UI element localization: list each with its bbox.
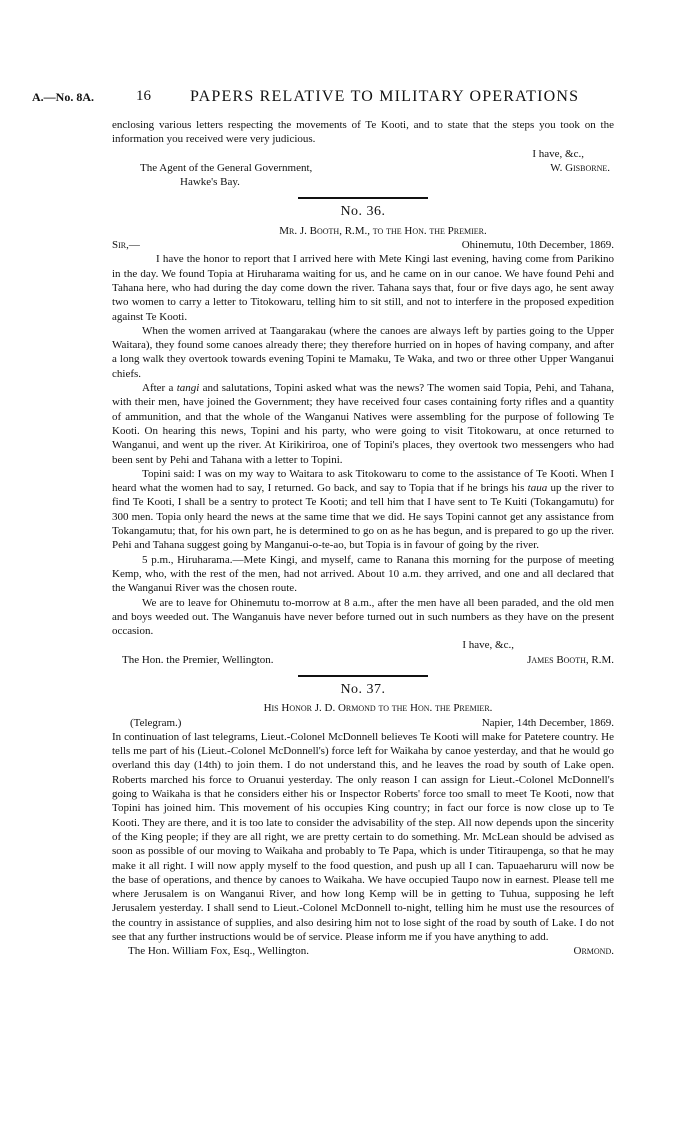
document-reference: A.—No. 8A. xyxy=(32,90,94,104)
intro-closing-line xyxy=(112,147,614,161)
paragraph: When the women arrived at Taangarakau (where the canoes are always left by parties going to the Upper Waitara), they found some canoes already there; they therefore hurried on in hopes of having company, and after a long walk they overtook towards evening Topini te Mamaku, Te Waka, and two or three other Upper Wanganui chiefs. xyxy=(112,324,614,380)
running-title: PAPERS RELATIVE TO MILITARY OPERATIONS xyxy=(190,88,580,105)
paragraph xyxy=(112,467,614,553)
paragraph xyxy=(112,381,614,467)
paragraph-text: After a xyxy=(142,382,177,395)
page-header xyxy=(20,88,680,108)
signature: Ormond. xyxy=(573,945,614,958)
intro-addressee-line-2 xyxy=(112,175,614,189)
intro-signature: W. Gisborne. xyxy=(550,161,610,174)
intro-addressee-line xyxy=(112,161,614,175)
paragraph: I have the honor to report that I arrived here with Mete Kingi last evening, having come from Parikino in the day. We found Topia at Hiruharama waiting for us, and he came on in our canoe. We have found Pehi and Tahana here, who had during the day come down the river. Tahana says that, four or five days ago, he sent away two women to carry a letter to Titokowaru, telling him to sit still, and not to interfere in the proposed expedition against Te Kooti. xyxy=(112,253,614,323)
paragraph: We are to leave for Ohinemutu to-morrow at 8 a.m., after the men have all been paraded, and the old men and boys weeded out. The Wanganuis have never before turned out in such numbers as they have on the present occasion. xyxy=(112,596,614,638)
salutation: Sir,— xyxy=(112,239,140,252)
italic-term: tangi xyxy=(176,382,200,395)
closing: I have, &c., xyxy=(462,639,514,652)
signature: James Booth, R.M. xyxy=(527,653,614,666)
document-number: No. 37. xyxy=(340,681,386,697)
page-number: 16 xyxy=(136,88,151,104)
place-date: Napier, 14th December, 1869. xyxy=(481,716,614,729)
intro-addressee: The Agent of the General Government, xyxy=(140,161,313,174)
section-divider xyxy=(298,675,428,677)
intro-closing: I have, &c., xyxy=(532,147,584,160)
telegram-label: (Telegram.) xyxy=(130,716,182,729)
place-date: Ohinemutu, 10th December, 1869. xyxy=(461,239,614,252)
telegram-line xyxy=(112,716,614,730)
document-heading-line xyxy=(112,224,614,238)
document-number: No. 36. xyxy=(340,204,386,220)
document-no-37 xyxy=(112,683,614,959)
paragraph-text: up the river to find Te Kooti, I shall be a sentry to protect Te Kooti; and tell him that I have sent to Te Kuiti (Tokangamutu) for 300 men. Topia only heard the news at the same time that we did. He says Topini cannot get any assistance from Tokangamutu; that, for his own part, he is determined to go on as he has begun, and is prepared to go up the river. Pehi and Tahana suggest going by Manganui-o-te-ao, but Topia is in favour of going by the river. xyxy=(112,482,615,552)
addressee: The Hon. the Premier, Wellington. xyxy=(122,653,274,666)
closing-line xyxy=(112,638,614,652)
document-heading: His Honor J. D. Ormond to the Hon. the Premier. xyxy=(263,702,493,715)
document-heading-line xyxy=(112,701,614,715)
intro-paragraph: enclosing various letters respecting the movements of Te Kooti, and to state that the steps you took on the information you received were very judicious. xyxy=(112,119,614,146)
paragraph-text: Topini said: I was on my way to Waitara to ask Titokowaru to come to the assistance of Te Kooti. When I heard what the women had to say, I returned. Go back, and say to Topia that if he brings his xyxy=(112,467,614,495)
document-body xyxy=(112,118,614,959)
addressee-line xyxy=(112,653,614,667)
document-no-36 xyxy=(112,205,614,667)
paragraph: 5 p.m., Hiruharama.—Mete Kingi, and myself, came to Ranana this morning for the purpose of meeting Kemp, who, with the rest of the men, had not arrived. About 10 a.m. they arrived, and one and all declared that the Wanganui River was the chosen route. xyxy=(112,553,614,595)
italic-term: taua xyxy=(527,482,548,495)
section-divider xyxy=(298,197,428,199)
paragraph-text: and salutations, Topini asked what was the news? The women said Topia, Pehi, and Tahana, with their men, have joined the Government; they have received four cases containing forty rifles and a quantity of ammunition, and that the whole of the Wanganui Natives were assembling for the purpose of following Te Kooti. On hearing this news, Topini and his party, who were going to visit Titokowaru, at once returned to Wanganui, and went up the river. At Kirikiriroa, one of Topini's places, they overtook two messengers who had been sent by Pehi and Tahana with a letter to Topini. xyxy=(112,382,615,466)
salutation-line xyxy=(112,238,614,252)
addressee-line xyxy=(112,944,614,958)
paragraph: In continuation of last telegrams, Lieut.-Colonel McDonnell believes Te Kooti will make for Patetere country. He tells me part of his (Lieut.-Colonel McDonnell's) force left for Waikaha by canoe yesterday, and that he would go overland this day (14th) to join them. I do not understand this, and he leaves the road by south of Lake open. Roberts marched his force to Oruanui yesterday. The only reason I can assign for Lieut.-Colonel McDonnell's going to Waikaha is that he considers either his or Inspector Roberts' force too small to meet Te Kooti, now that Topini has joined him. This movement of his occupies King country; in fact our force is now close up to Te Kooti. They are there, and it is too late to consider the advisability of the step. All now depends upon the sincerity of the King people; if they are all right, we are pretty certain to do something. Mr. McLean should be advised as soon as possible of our moving to Waikaha and probably to Te Papa, which is under Titiraupenga, so that he may make it all right. I will now apply myself to the food question, and push up all I can. Tapuaeharuru will now be the base of operations, and thence by canoes to Waikaha. We have occupied Taupo now in earnest. Please tell me where Jerusalem is on Wanganui River, and how long Kemp will be in getting to Tuhua, supposing he left Jerusalem yesterday. I shall send to Lieut.-Colonel McDonnell to-night, telling him he must use the resources of the country in assistance of supplies, and also desiring him not to lose sight of the road by south of Lake. I do not see that any further instructions would be of service. Please inform me if you have anything to add. xyxy=(112,730,614,944)
document-heading: Mr. J. Booth, R.M., to the Hon. the Premier. xyxy=(279,224,487,237)
addressee: The Hon. William Fox, Esq., Wellington. xyxy=(128,945,309,958)
intro-addressee-place: Hawke's Bay. xyxy=(180,176,240,189)
